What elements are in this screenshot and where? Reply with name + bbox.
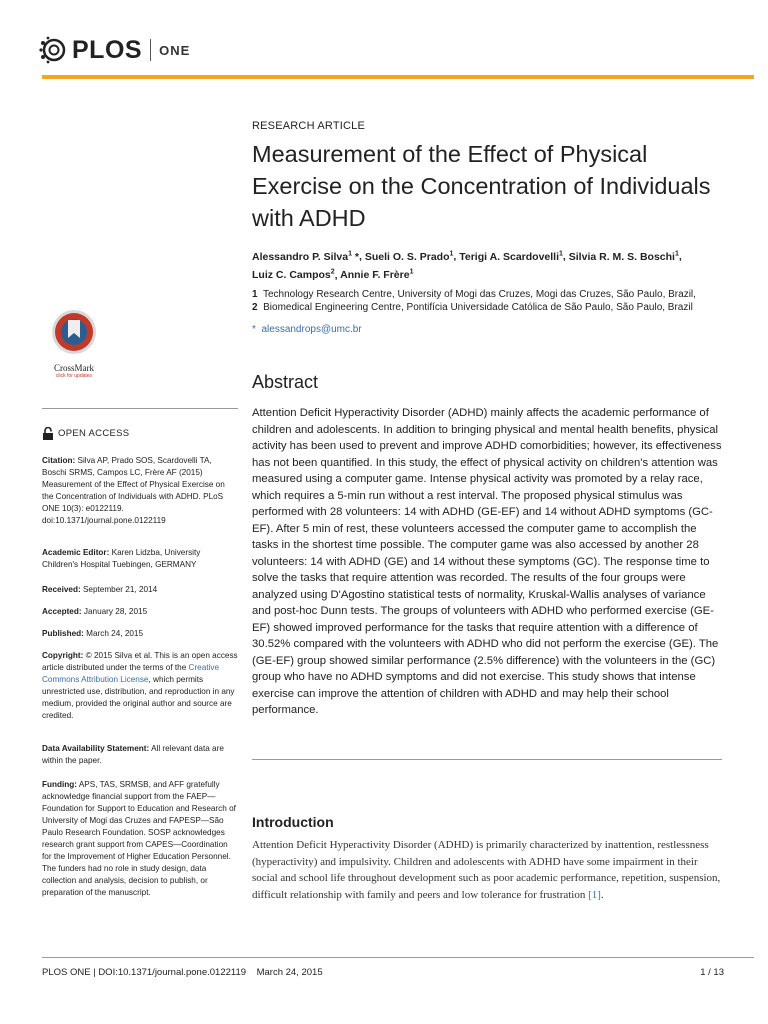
crossmark-icon bbox=[42, 308, 106, 356]
corresponding-email[interactable]: * alessandrops@umc.br bbox=[252, 324, 362, 335]
editor-block: Academic Editor: Karen Lidzba, University Children's Hospital Tuebingen, GERMANY bbox=[42, 548, 201, 569]
logo-separator bbox=[150, 39, 151, 61]
copyright-block: Copyright: © 2015 Silva et al. This is an open access article distributed under the terms of the Creative Commons Attribution License, which permits unrestricted use, distribution, and reproduction in any medium, provided the original author and source are credited. bbox=[42, 651, 238, 720]
logo-word: PLOS bbox=[72, 35, 143, 64]
author[interactable]: Silvia R. M. S. Boschi$^1$ bbox=[568, 250, 679, 263]
footer-rule bbox=[42, 957, 754, 958]
crossmark-label: CrossMark bbox=[54, 363, 94, 373]
logo-journal: ONE bbox=[159, 42, 191, 58]
published-block: Published: March 24, 2015 bbox=[42, 629, 144, 638]
header-rule bbox=[42, 75, 754, 79]
sidebar-rule bbox=[42, 408, 238, 409]
funding-block: Funding: APS, TAS, SRMSB, and AFF gratefully acknowledge financial support from the FAEP—Foundation for Support to Education and Research of University of Mogi das Cruzes and FAPESP—São Paulo Research Foundation. SOSP acknowledges research grant support from CAPES—Coordination for the Improvement of Higher Education Personnel. The funders had no role in study design, data collection and analysis, decision to publish, or preparation of the manuscript. bbox=[42, 780, 236, 897]
author-list: Alessandro P. Silva$^1$ *, Sueli O. S. Prado$^1$, Terigi A. Scardovelli$^1$, Silvia R. M. S. Boschi$^1$, Luiz C. Campos$^2$, Annie F. Frère$^1$ bbox=[252, 250, 682, 281]
affiliation: 2 Biomedical Engineering Centre, Pontifícia Universidade Católica de São Paulo, São Paulo, Brazil bbox=[252, 302, 693, 313]
citation-block: Citation: Silva AP, Prado SOS, Scardovelli TA, Boschi SRMS, Campos LC, Frère AF (2015) Measurement of the Effect of Physical Exercise on the Concentration of Individuals with ADHD. PLoS ONE 10(3): e0122119. doi:10.1371/journal.pone.0122119 bbox=[42, 456, 225, 525]
license-link[interactable]: Creative Commons Attribution License bbox=[42, 663, 220, 684]
open-access-badge: OPEN ACCESS bbox=[42, 427, 129, 440]
abstract-heading: Abstract bbox=[252, 372, 319, 392]
plos-logo-icon bbox=[38, 35, 68, 65]
affiliations bbox=[252, 288, 722, 314]
author[interactable]: Sueli O. S. Prado$^1$ bbox=[364, 250, 454, 263]
section-label: RESEARCH ARTICLE bbox=[252, 120, 366, 132]
introduction-heading: Introduction bbox=[252, 814, 334, 830]
abstract-text: Attention Deficit Hyperactivity Disorder (ADHD) mainly affects the academic performance of children and adolescents. In addition to bringing physical and mental health benefits, physical activity has been used to prevent and improve ADHD comorbidities; however, its effectiveness has not been quantified. In this study, the effect of physical activity on children's attention was measured using a computer game. Intense physical activity was promoted by a relay race, which requires a 5-min run without a rest interval. The proposed physical stimulus was performed with 28 volunteers: 14 with ADHD (GE-EF) and 14 without ADHD symptoms (GC-EF). After 5 min of rest, these volunteers accessed the computer game to accomplish the tasks in the shortest time possible. The computer game was also accessed by another 28 volunteers: 14 with ADHD (GE) and 14 without these symptoms (GC). The response time to solve the tasks that require attention was recorded. The results of the four groups were analyzed using D'Agostino statistical tests of normality, Kruskal-Wallis analyses of variance and post-hoc Dunn tests. The groups of volunteers with ADHD who performed exercise (GE-EF) showed improved performance for the tasks that require attention with a difference of 30.52% compared with the volunteers with ADHD who did not perform the exercise (GE). The (GE-EF) group showed similar performance (2.5% difference) with the volunteers in the (GC) group who have no ADHD symptoms and did not exercise. This study shows that intense exercise can improve the attention of children with ADHD and may help their school performance. bbox=[252, 407, 722, 716]
open-lock-icon bbox=[42, 427, 54, 440]
author[interactable]: Terigi A. Scardovelli$^1$ bbox=[459, 250, 563, 263]
author[interactable]: Luiz C. Campos$^2$ bbox=[252, 268, 335, 281]
accepted-block: Accepted: January 28, 2015 bbox=[42, 607, 148, 616]
introduction-text: Attention Deficit Hyperactivity Disorder (ADHD) is primarily characterized by inattention, restlessness (hyperactivity) and impulsivity. Children and adolescents with ADHD have some impairment in their social and school life throughout development such as poor academic performance, repetition, suspension, difficult relationship with family and peers and low tolerance for frustration [1]. bbox=[252, 839, 721, 901]
affiliation: 1 Technology Research Centre, University of Mogi das Cruzes, Mogi das Cruzes, São Paulo, Brazil, bbox=[252, 289, 696, 300]
abstract-rule bbox=[252, 759, 722, 760]
reference-link[interactable]: [1] bbox=[588, 888, 601, 901]
footer-citation: PLOS ONE | DOI:10.1371/journal.pone.0122119 March 24, 2015 bbox=[42, 967, 323, 978]
page-number: 1 / 13 bbox=[700, 967, 724, 978]
crossmark-badge[interactable] bbox=[42, 308, 106, 378]
author[interactable]: Alessandro P. Silva$^1$ * bbox=[252, 250, 360, 263]
crossmark-sub: click for updates bbox=[55, 373, 93, 379]
received-block: Received: September 21, 2014 bbox=[42, 585, 158, 594]
article-title: Measurement of the Effect of Physical Exercise on the Concentration of Individuals with ADHD bbox=[252, 141, 711, 231]
author[interactable]: Annie F. Frère$^1$ bbox=[340, 268, 414, 281]
plos-one-logo[interactable] bbox=[38, 30, 190, 70]
data-availability-block: Data Availability Statement: All relevant data are within the paper. bbox=[42, 744, 224, 765]
